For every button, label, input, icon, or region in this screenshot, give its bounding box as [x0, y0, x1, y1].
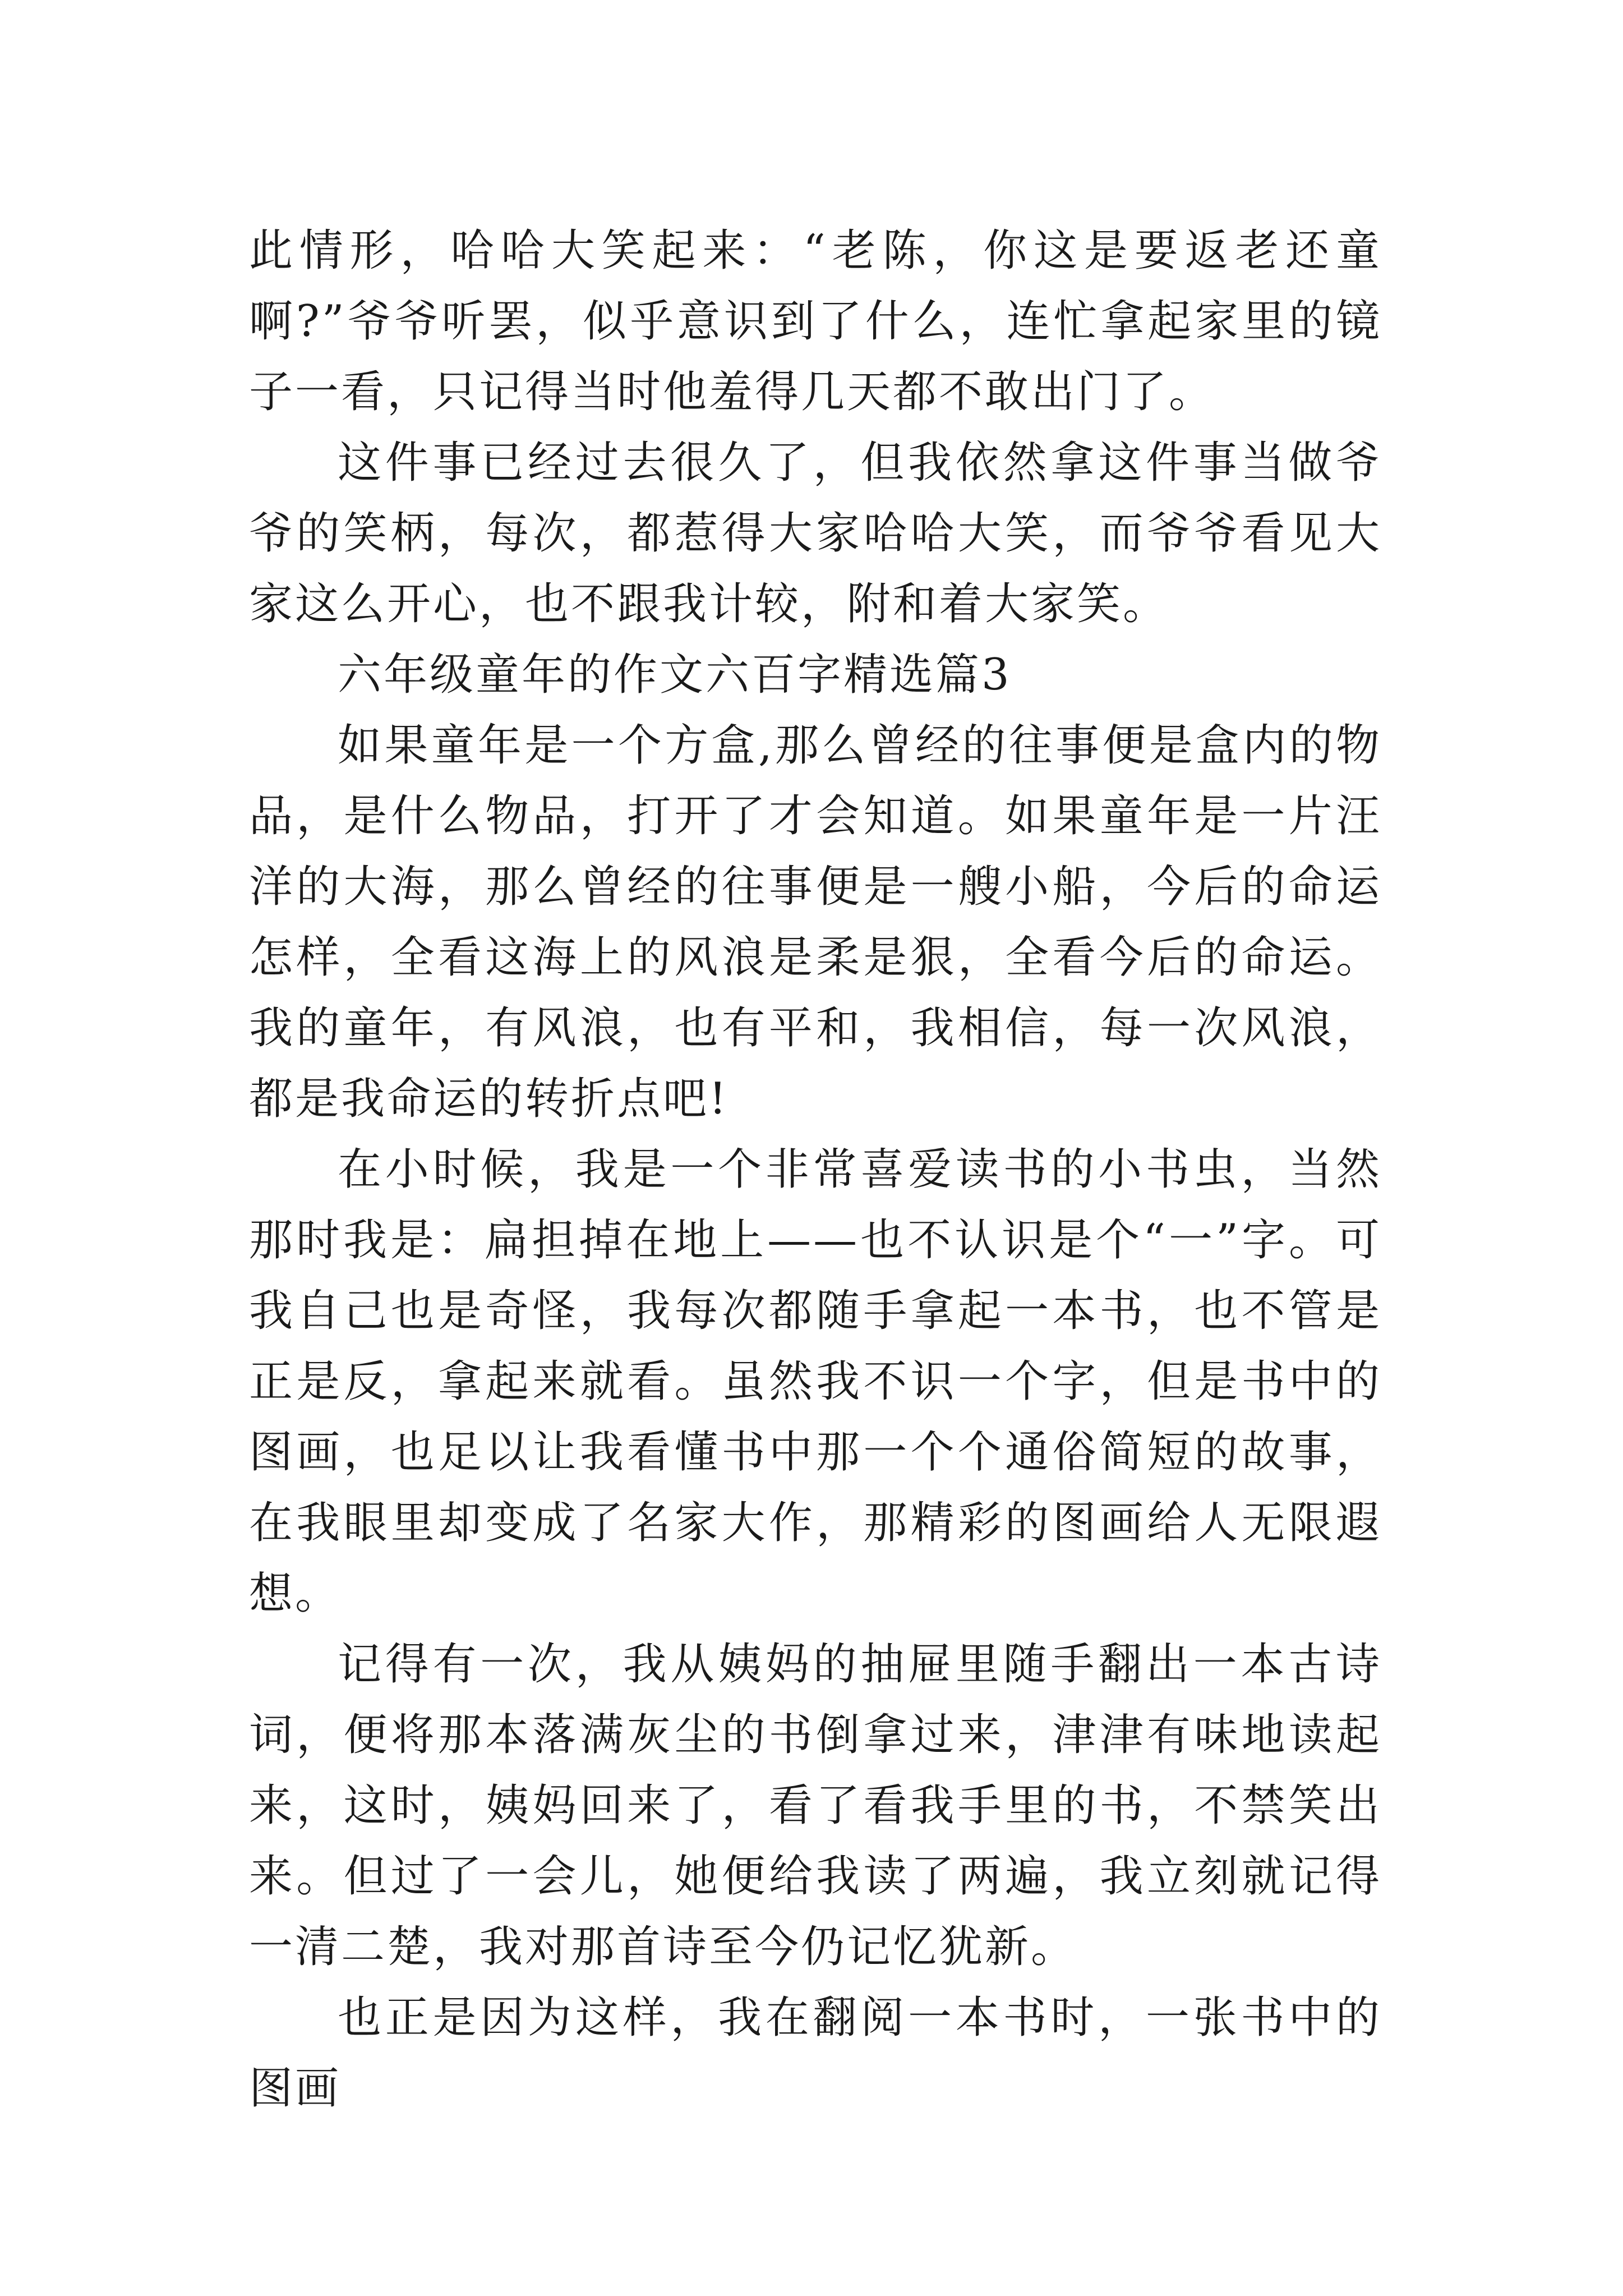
paragraph-5: 记得有一次，我从姨妈的抽屉里随手翻出一本古诗词，便将那本落满灰尘的书倒拿过来，津津有味地读起来，这时，姨妈回来了，看了看我手里的书，不禁笑出来。但过了一会儿，她便给我读了两遍，我立刻就记得一清二楚，我对那首诗至今仍记忆犹新。 — [249, 1639, 1382, 1972]
paragraph-1: 此情形，哈哈大笑起来：“老陈，你这是要返老还童啊?”爷爷听罢，似乎意识到了什么，连忙拿起家里的镜子一看，只记得当时他羞得几天都不敢出门了。 — [249, 226, 1382, 417]
document-body — [249, 215, 1382, 2124]
paragraph-2: 这件事已经过去很久了，但我依然拿这件事当做爷爷的笑柄，每次，都惹得大家哈哈大笑，而爷爷看见大家这么开心，也不跟我计较，附和着大家笑。 — [249, 438, 1382, 629]
paragraph-4: 在小时候，我是一个非常喜爱读书的小书虫，当然那时我是：扁担掉在地上——也不认识是个“一”字。可我自己也是奇怪，我每次都随手拿起一本书，也不管是正是反，拿起来就看。虽然我不识一个字，但是书中的图画，也足以让我看懂书中那一个个通俗简短的故事，在我眼里却变成了名家大作，那精彩的图画给人无限遐想。 — [249, 1144, 1382, 1619]
section-heading: 六年级童年的作文六百字精选篇3 — [338, 650, 1012, 700]
paragraph-6: 也正是因为这样，我在翻阅一本书时，一张书中的图画 — [249, 1993, 1382, 2114]
paragraph-3: 如果童年是一个方盒,那么曾经的往事便是盒内的物品，是什么物品，打开了才会知道。如果童年是一片汪洋的大海，那么曾经的往事便是一艘小船，今后的命运怎样，全看这海上的风浪是柔是狠，全看今后的命运。我的童年，有风浪，也有平和，我相信，每一次风浪，都是我命运的转折点吧! — [249, 720, 1382, 1124]
